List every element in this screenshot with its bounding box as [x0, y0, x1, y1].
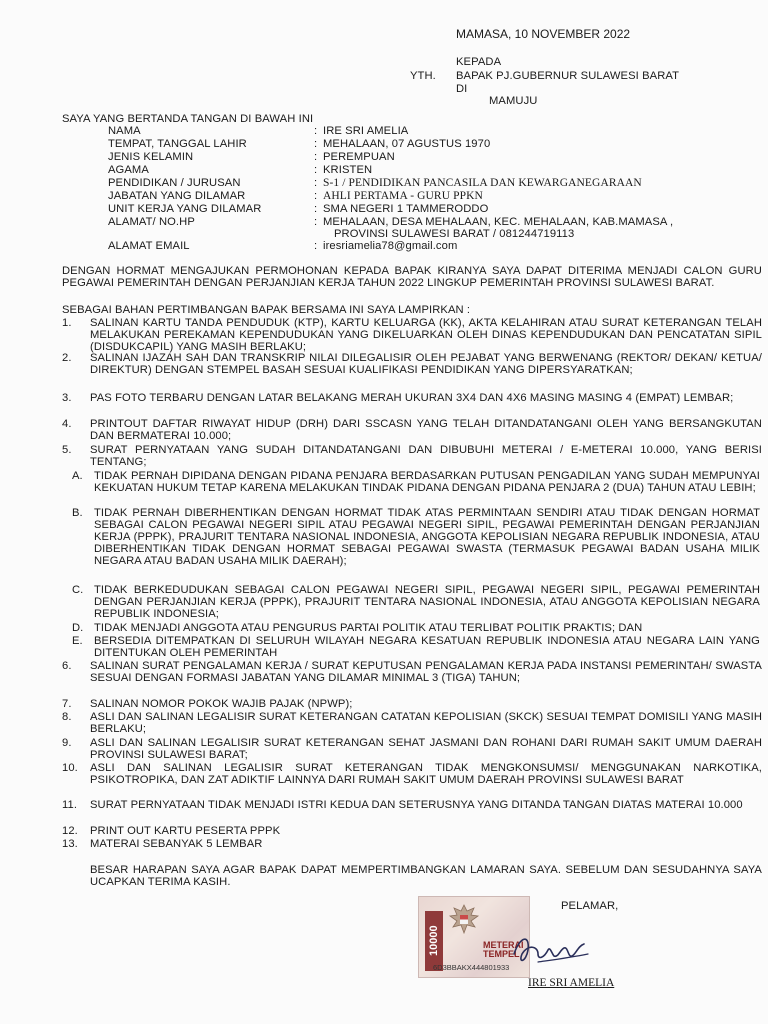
field-label: UNIT KERJA YANG DILAMAR — [108, 203, 262, 215]
sub-item-letter: C. — [72, 584, 84, 596]
item-text: MATERAI SEBANYAK 5 LEMBAR — [90, 838, 263, 850]
item-text: ASLI DAN SALINAN LEGALISIR SURAT KETERANGAN CATATAN KEPOLISIAN (SKCK) SESUAI TEMPAT DOMISILI YANG MASIH BERLAKU; — [90, 711, 762, 735]
sub-item-letter: B. — [72, 507, 83, 519]
stamp-label-line2: TEMPEL — [483, 949, 520, 959]
item-text: SURAT PERNYATAAN TIDAK MENJADI ISTRI KEDUA DAN SETERUSNYA YANG DITANDA TANGAN DIATAS MATERAI 10.000 — [90, 799, 743, 811]
handwritten-signature-icon — [508, 924, 598, 974]
item-number: 2. — [62, 352, 72, 364]
item-number: 11. — [62, 799, 78, 811]
addressee: BAPAK PJ.GUBERNUR SULAWESI BARAT — [456, 70, 680, 82]
field-label: TEMPAT, TANGGAL LAHIR — [108, 138, 247, 150]
item-text: SALINAN IJAZAH SAH DAN TRANSKRIP NILAI DILEGALISIR OLEH PEJABAT YANG BERWENANG (REKTOR/ DEKAN/ KETUA/ DIREKTUR) DENGAN STEMPEL BASAH SESUAI KUALIFIKASI PENDIDIKAN YANG DIPERSYARATKAN; — [90, 352, 762, 376]
item-number: 5. — [62, 444, 72, 456]
field-colon: : — [314, 151, 318, 163]
field-pendidikan — [108, 177, 768, 190]
field-value: PEREMPUAN — [323, 151, 395, 163]
field-label: JENIS KELAMIN — [108, 151, 194, 163]
field-value: KRISTEN — [323, 164, 373, 176]
item-number: 3. — [62, 392, 72, 404]
field-colon: : — [314, 138, 318, 150]
yth-label: YTH. — [410, 70, 436, 82]
item-text: ASLI DAN SALINAN LEGALISIR SURAT KETERANGAN SEHAT JASMANI DAN ROHANI DARI RUMAH SAKIT UMUM DAERAH PROVINSI SULAWESI BARAT; — [90, 737, 762, 761]
item-number: 1. — [62, 317, 72, 329]
signer-name: IRE SRI AMELIA — [528, 977, 615, 989]
item-text: ASLI DAN SALINAN LEGALISIR SURAT KETERANGAN TIDAK MENGKONSUMSI/ MENGGUNAKAN NARKOTIKA, PSIKOTROPIKA, DAN ZAT ADIKTIF LAINNYA DARI RUMAH SAKIT UMUM DAERAH PROVINSI SULAWESI BARAT — [90, 762, 762, 786]
sub-item-text: TIDAK MENJADI ANGGOTA ATAU PENGURUS PARTAI POLITIK ATAU TERLIBAT POLITIK PRAKTIS; DAN — [94, 622, 643, 634]
sub-item-text: BERSEDIA DITEMPATKAN DI SELURUH WILAYAH NEGARA KESATUAN REPUBLIK INDONESIA ATAU NEGARA LAIN YANG DITENTUKAN OLEH PEMERINTAH — [94, 635, 760, 659]
item-number: 13. — [62, 838, 78, 850]
field-colon: : — [314, 190, 318, 202]
field-jabatan — [108, 190, 768, 203]
field-nama — [108, 125, 768, 138]
sub-item-letter: A. — [72, 470, 83, 482]
addressee-city: MAMUJU — [489, 95, 538, 107]
field-value: SMA NEGERI 1 TAMMERODDO — [323, 203, 489, 215]
field-colon: : — [314, 240, 318, 252]
field-colon: : — [314, 203, 318, 215]
item-text: SALINAN SURAT PENGALAMAN KERJA / SURAT KEPUTUSAN PENGALAMAN KERJA PADA INSTANSI PEMERINTAH/ SWASTA SESUAI DENGAN FORMASI JABATAN YANG DILAMAR MINIMAL 3 (TIGA) TAHUN; — [90, 660, 762, 684]
di-label: DI — [456, 83, 468, 95]
sub-item-letter: D. — [72, 622, 84, 634]
field-colon: : — [314, 177, 318, 189]
field-colon: : — [314, 216, 318, 228]
item-number: 4. — [62, 418, 72, 430]
item-number: 7. — [62, 698, 72, 710]
sub-item-text: TIDAK BERKEDUDUKAN SEBAGAI CALON PEGAWAI NEGERI SIPIL, PEGAWAI NEGERI SIPIL, PEGAWAI PEMERINTAH DENGAN PERJANJIAN KERJA (PPPK), PRAJURIT TENTARA NASIONAL INDONESIA, ATAU ANGGOTA KEPOLISIAN NEGARA REPUBLIK INDONESIA; — [94, 584, 760, 620]
letter-date: MAMASA, 10 NOVEMBER 2022 — [456, 27, 631, 41]
sub-item-letter: E. — [72, 635, 83, 647]
field-value: iresriamelia78@gmail.com — [323, 240, 458, 252]
garuda-emblem-icon — [447, 903, 481, 944]
field-value: IRE SRI AMELIA — [323, 125, 409, 137]
field-value: S-1 / PENDIDIKAN PANCASILA DAN KEWARGANEGARAAN — [323, 177, 642, 189]
field-ttl — [108, 138, 768, 151]
field-email — [108, 240, 768, 253]
field-value: MEHALAAN, DESA MEHALAAN, KEC. MEHALAAN, KAB.MAMASA , — [323, 216, 674, 228]
item-number: 6. — [62, 660, 72, 672]
item-text: PAS FOTO TERBARU DENGAN LATAR BELAKANG MERAH UKURAN 3X4 DAN 4X6 MASING MASING 4 (EMPAT) LEMBAR; — [90, 392, 734, 404]
kepada-label: KEPADA — [456, 56, 502, 68]
field-agama — [108, 164, 768, 177]
field-value: MEHALAAN, 07 AGUSTUS 1970 — [323, 138, 491, 150]
item-number: 8. — [62, 711, 72, 723]
item-text: PRINTOUT DAFTAR RIWAYAT HIDUP (DRH) DARI SSCASN YANG TELAH DITANDATANGANI OLEH YANG BERSANGKUTAN DAN BERMATERAI 10.000; — [90, 418, 762, 442]
item-text: SURAT PERNYATAAN YANG SUDAH DITANDATANGANI DAN DIBUBUHI METERAI / E-METERAI 10.000, YANG BERISI TENTANG; — [90, 444, 762, 468]
field-unit-kerja — [108, 203, 768, 216]
field-label: ALAMAT EMAIL — [108, 240, 190, 252]
field-label: PENDIDIKAN / JURUSAN — [108, 177, 241, 189]
field-label: ALAMAT/ NO.HP — [108, 216, 195, 228]
field-label: NAMA — [108, 125, 141, 137]
item-number: 10. — [62, 762, 78, 774]
intro-line: SAYA YANG BERTANDA TANGAN DI BAWAH INI — [62, 113, 314, 125]
item-text: SALINAN NOMOR POKOK WAJIB PAJAK (NPWP); — [90, 698, 353, 710]
request-paragraph: DENGAN HORMAT MENGAJUKAN PERMOHONAN KEPADA BAPAK KIRANYA SAYA DAPAT DITERIMA MENJADI CALON GURU PEGAWAI PEMERINTAH DENGAN PERJANJIAN KERJA TAHUN 2022 LINGKUP PEMERINTAH PROVINSI SULAWESI BARAT. — [62, 265, 762, 289]
field-value: PROVINSI SULAWESI BARAT / 081244719113 — [334, 228, 575, 240]
sub-item-text: TIDAK PERNAH DIPIDANA DENGAN PIDANA PENJARA BERDASARKAN PUTUSAN PENGADILAN YANG SUDAH MEMPUNYAI KEKUATAN HUKUM TETAP KARENA MELAKUKAN TINDAK PIDANA DENGAN PIDANA PENJARA 2 (DUA) TAHUN ATAU LEBIH; — [94, 470, 760, 494]
field-jenis-kelamin — [108, 151, 768, 164]
field-colon: : — [314, 125, 318, 137]
pelamar-label: PELAMAR, — [561, 900, 619, 912]
field-colon: : — [314, 164, 318, 176]
item-text: PRINT OUT KARTU PESERTA PPPK — [90, 825, 281, 837]
field-label: AGAMA — [108, 164, 149, 176]
stamp-value: 10000 — [425, 911, 443, 971]
sub-item-text: TIDAK PERNAH DIBERHENTIKAN DENGAN HORMAT TIDAK ATAS PERMINTAAN SENDIRI ATAU TIDAK DENGAN HORMAT SEBAGAI CALON PEGAWAI NEGERI SIPIL ATAU PEGAWAI NEGERI SIPIL, PEGAWAI PEMERINTAH DENGAN PERJANJIAN KERJA (PPPK), PRAJURIT TENTARA NASIONAL INDONESIA, ANGGOTA KEPOLISIAN NEGARA REPUBLIK INDONESIA, ATAU DIBERHENTIKAN TIDAK DENGAN HORMAT SEBAGAI PEGAWAI SWASTA (TERMASUK PEGAWAI BADAN USAHA MILIK NEGARA ATAU BADAN USAHA MILIK DAERAH); — [94, 507, 760, 567]
closing-paragraph: BESAR HARAPAN SAYA AGAR BAPAK DAPAT MEMPERTIMBANGKAN LAMARAN SAYA. SEBELUM DAN SESUDAHNYA SAYA UCAPKAN TERIMA KASIH. — [90, 864, 762, 888]
stamp-label-line1: METERAI — [483, 940, 524, 950]
item-text: SALINAN KARTU TANDA PENDUDUK (KTP), KARTU KELUARGA (KK), AKTA KELAHIRAN ATAU SURAT KETERANGAN TELAH MELAKUKAN PEREKAMAN KEPENDUDUKAN YANG DIKELUARKAN OLEH DINAS KEPENDUDUKAN DAN PENCATATAN SIPIL (DISDUKCAPIL) YANG MASIH BERLAKU; — [90, 317, 762, 353]
field-value: AHLI PERTAMA - GURU PPKN — [323, 190, 483, 202]
stamp-serial: 6D3BBAKX444801933 — [433, 963, 510, 972]
item-number: 12. — [62, 825, 78, 837]
item-number: 9. — [62, 737, 72, 749]
field-label: JABATAN YANG DILAMAR — [108, 190, 246, 202]
attachments-intro: SEBAGAI BAHAN PERTIMBANGAN BAPAK BERSAMA INI SAYA LAMPIRKAN : — [62, 304, 471, 316]
